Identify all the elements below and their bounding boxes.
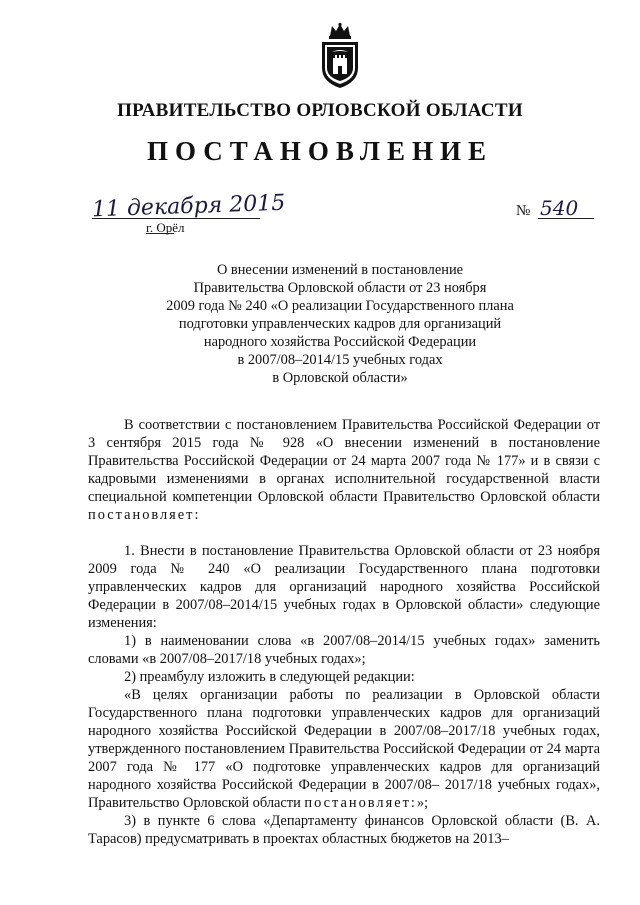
city-label: г. Орёл — [146, 220, 185, 235]
coat-of-arms-icon — [316, 22, 364, 90]
city-underline — [146, 233, 174, 234]
subject-line: в Орловской области» — [272, 370, 408, 386]
subclause-2-paragraph: 2) преамбулу изложить в следующей редакции: — [124, 669, 415, 685]
clause-1-paragraph: 1. Внести в постановление Правительства Орловской области от 23 ноября 2009 года № 240 «О реализации Государственного плана подготовки управленческих кадров для организаций народного хозяйства Российской Федерации в 2007/08–2014/15 учебных годах в Орловской области» следующие изменения: — [88, 543, 600, 631]
number-label: № — [516, 203, 531, 219]
subject-line: народного хозяйства Российской Федерации — [203, 334, 477, 350]
number-underline — [538, 218, 594, 219]
preamble-text: В соответствии с постановлением Правительства Российской Федерации от 3 сентября 2015 года № 928 «О внесении изменений в постановление Правительства Российской Федерации от 24 марта 2007 года № 177» и в связи с кадровыми изменениями в органах исполнительной государственной власти специальной компетенции Орловской области Правительство Орловской области — [88, 417, 600, 505]
decree-word: постановляет: — [304, 795, 417, 811]
subclause-3-paragraph: 3) в пункте 6 слова «Департаменту финансов Орловской области (В. А. Тарасов) предусматривать в проектах областных бюджетов на 2013– — [88, 813, 600, 847]
subject-line: в 2007/08–2014/15 учебных годах — [237, 352, 443, 368]
date-underline — [92, 218, 260, 219]
quoted-preamble-text: «В целях организации работы по реализации в Орловской области Государственного плана подготовки управленческих кадров для организаций народного хозяйства Российской Федерации в 2007/08–2017/18 учебных годах, утвержденного постановлением Правительства Российской Федерации от 24 марта 2007 года № 177 «О подготовке управленческих кадров для организаций народного хозяйства Российской Федерации в 2007/08– 2017/18 учебных годах», Правительство Орловской области — [88, 687, 600, 811]
decree-word: постановляет: — [88, 507, 201, 523]
subject-line: Правительства Орловской области от 23 ноября — [193, 280, 487, 296]
subject-line: 2009 года № 240 «О реализации Государственного плана — [166, 298, 514, 314]
document-subject — [130, 261, 550, 387]
subject-line: подготовки управленческих кадров для организаций — [178, 316, 502, 332]
preamble-paragraph — [88, 416, 600, 524]
quoted-preamble-paragraph — [88, 686, 600, 812]
number-handwritten: 540 — [540, 196, 579, 220]
date-handwritten: 11 декабря 2015 — [91, 190, 286, 223]
government-title: ПРАВИТЕЛЬСТВО ОРЛОВСКОЙ ОБЛАСТИ — [117, 100, 523, 121]
document-type: ПОСТАНОВЛЕНИЕ — [146, 136, 494, 166]
document-body — [88, 416, 600, 848]
subclause-1-paragraph: 1) в наименовании слова «в 2007/08–2014/15 учебных годах» заменить словами «в 2007/08–2017/18 учебных годах»; — [88, 633, 600, 667]
subject-line: О внесении изменений в постановление — [216, 262, 464, 278]
quote-close: »; — [416, 795, 429, 811]
